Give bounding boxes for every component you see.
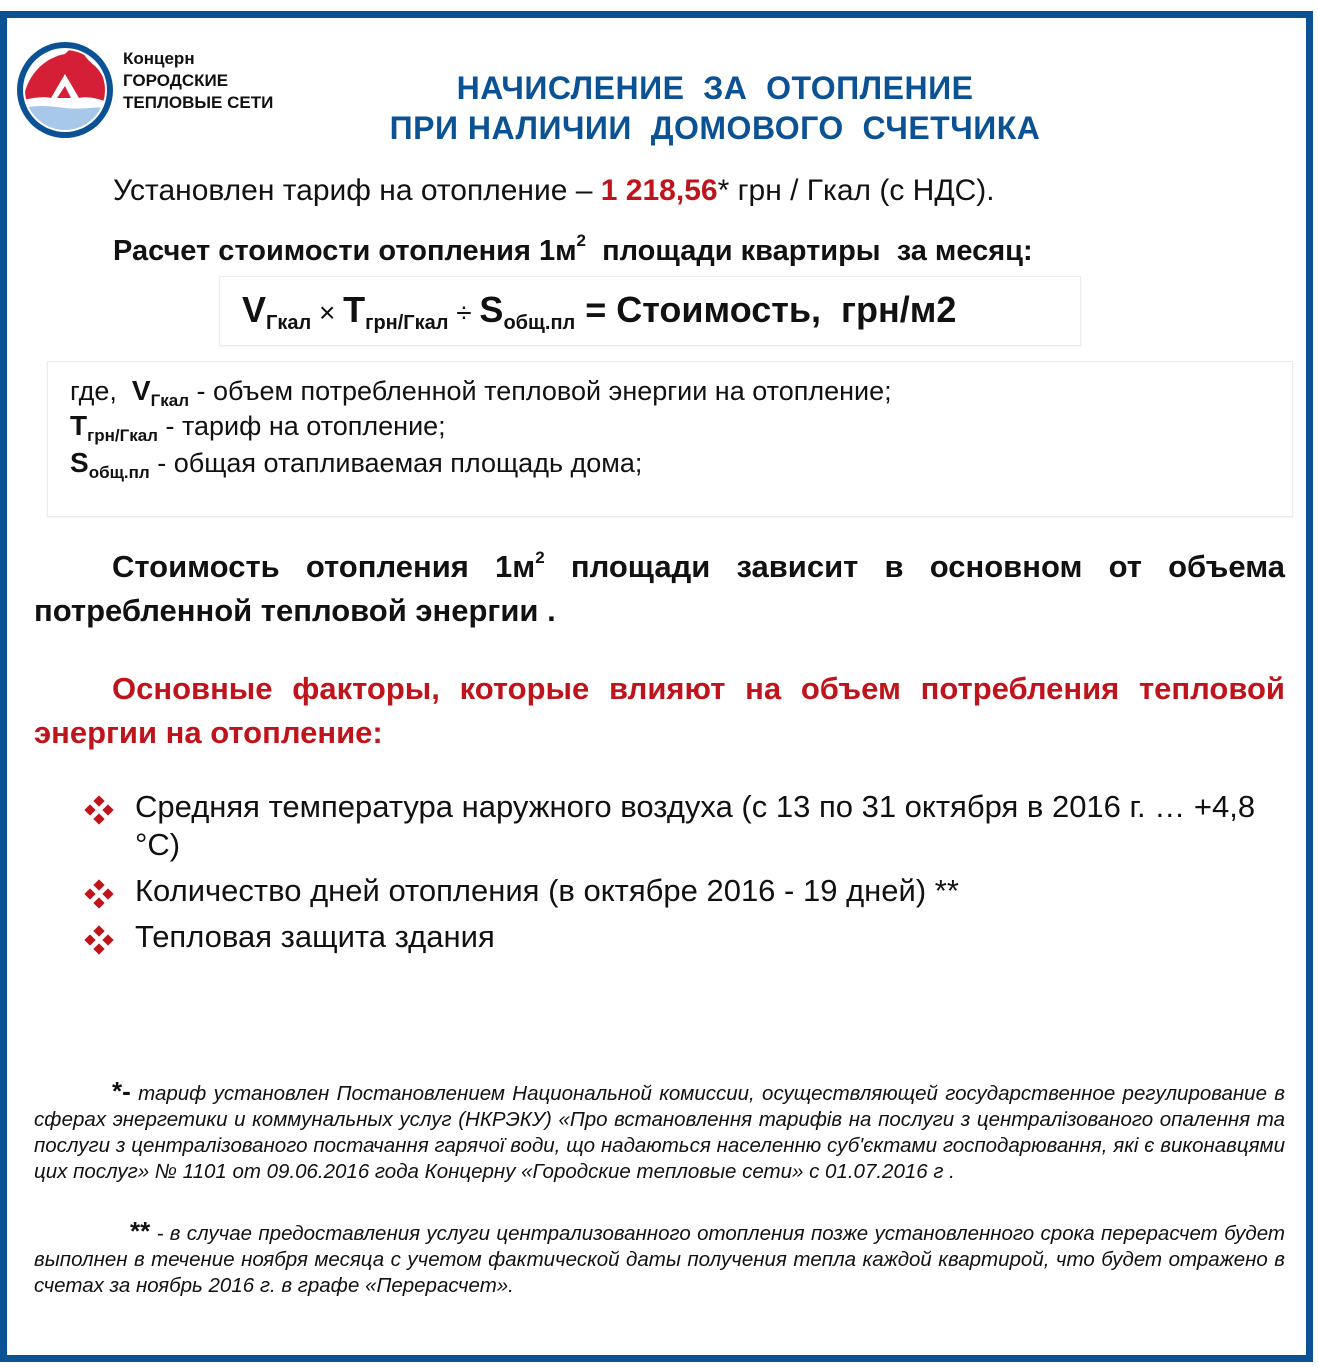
formula-divide: ÷ <box>448 297 480 328</box>
calculation-heading-text: Расчет стоимости отопления 1м <box>113 235 577 267</box>
factor-text: Количество дней отопления (в октябре 2016 - 19 дней) ** <box>135 873 959 908</box>
factor-text: Тепловая защита здания <box>135 919 495 954</box>
factors-list <box>82 788 1282 964</box>
tariff-statement <box>113 172 995 210</box>
definition-v-sub: Гкал <box>150 391 190 410</box>
definition-s-symbol: S <box>70 447 89 478</box>
factors-heading-text: Основные факторы, которые влияют на объем потребления тепловой энергии на отопление: <box>34 671 1285 750</box>
definition-where: где, <box>70 376 132 406</box>
definition-t-symbol: T <box>70 410 88 441</box>
definitions-box <box>47 361 1293 517</box>
formula-v-sub: Гкал <box>266 312 312 334</box>
definition-t <box>70 409 446 443</box>
page-title-line1: НАЧИСЛЕНИЕ ЗА ОТОПЛЕНИЕ <box>456 70 974 106</box>
formula <box>242 287 956 336</box>
footnote-recalc-text: - в случае предоставления услуги централизованного отопления позже установленного срока перерасчет будет выполнен в течение ноября месяца с учетом фактической даты получения тепла каждой квартирой, что будет отражено в счетах за ноябрь 2016 г. в графе «Перерасчет». <box>34 1222 1285 1297</box>
list-item <box>82 788 1282 864</box>
factors-heading <box>34 667 1285 755</box>
cost-statement-a: Стоимость отопления 1м <box>112 549 536 584</box>
tariff-suffix: грн / Гкал (с НДС). <box>729 174 995 207</box>
footnote-tariff-mark: *- <box>112 1076 131 1106</box>
definition-t-text: - тариф на отопление; <box>157 411 446 441</box>
formula-t-sub: грн/Гкал <box>365 312 449 334</box>
footnote-recalc-mark: ** <box>130 1216 151 1246</box>
definition-s-text: - общая отапливаемая площадь дома; <box>149 448 643 478</box>
definition-v-symbol: V <box>131 375 151 406</box>
page-title <box>300 68 1130 148</box>
calculation-heading-rest: площади квартиры за месяц: <box>586 235 1033 267</box>
formula-times: × <box>311 297 344 328</box>
company-name <box>123 48 273 114</box>
factor-text: Средняя температура наружного воздуха (с 13 по 31 октября в 2016 г. … +4,8 °С) <box>135 789 1256 862</box>
definition-v-text: - объем потребленной тепловой энергии на отопление; <box>189 376 892 406</box>
cost-statement-b: площади зависит в основном от объема потребленной тепловой энергии . <box>34 549 1285 628</box>
formula-result: = Стоимость, грн/м2 <box>575 289 957 330</box>
page-title-line2: ПРИ НАЛИЧИИ ДОМОВОГО СЧЕТЧИКА <box>389 110 1041 146</box>
footnote-tariff-text: тариф установлен Постановлением Национальной комиссии, осуществляющей государственное регулирование в сферах энергетики и коммунальных услуг (НКРЭКУ) «Про встановлення тарифів на послуги з централізованого опалення та послуги з централізованого постачання гарячої води, що надаються населенню суб'єктами господарювання, які є виконавцями цих послуг» № 1101 от 09.06.2016 года Концерну «Городские тепловые сети» с 01.07.2016 г . <box>34 1082 1285 1183</box>
diamond-bullet-icon <box>86 797 112 823</box>
definition-s-sub: общ.пл <box>88 463 150 482</box>
company-name-line2: ГОРОДСКИЕ <box>123 71 229 90</box>
definition-v <box>70 374 892 408</box>
calculation-heading-sup: 2 <box>576 231 587 251</box>
list-item <box>82 918 1282 956</box>
definition-t-sub: грн/Гкал <box>87 426 158 445</box>
definition-s <box>70 446 642 480</box>
diamond-bullet-icon <box>86 927 112 953</box>
cost-statement <box>34 545 1285 633</box>
company-logo-icon <box>13 36 117 140</box>
footnote-tariff <box>34 1078 1285 1185</box>
formula-s-sub: общ.пл <box>503 312 576 334</box>
company-name-line1: Концерн <box>123 49 195 68</box>
company-name-line3: ТЕПЛОВЫЕ СЕТИ <box>123 93 274 112</box>
diamond-bullet-icon <box>86 881 112 907</box>
footnote-recalc <box>34 1218 1285 1299</box>
list-item <box>82 872 1282 910</box>
tariff-prefix: Установлен тариф на отопление – <box>113 174 601 207</box>
tariff-footnote-mark: * <box>717 174 730 207</box>
calculation-heading <box>113 232 1033 270</box>
formula-s: S <box>479 289 504 330</box>
formula-box <box>219 276 1081 346</box>
tariff-value: 1 218,56 <box>600 174 718 207</box>
formula-v: V <box>242 289 267 330</box>
formula-t: T <box>343 289 366 330</box>
cost-statement-sup: 2 <box>535 547 545 567</box>
